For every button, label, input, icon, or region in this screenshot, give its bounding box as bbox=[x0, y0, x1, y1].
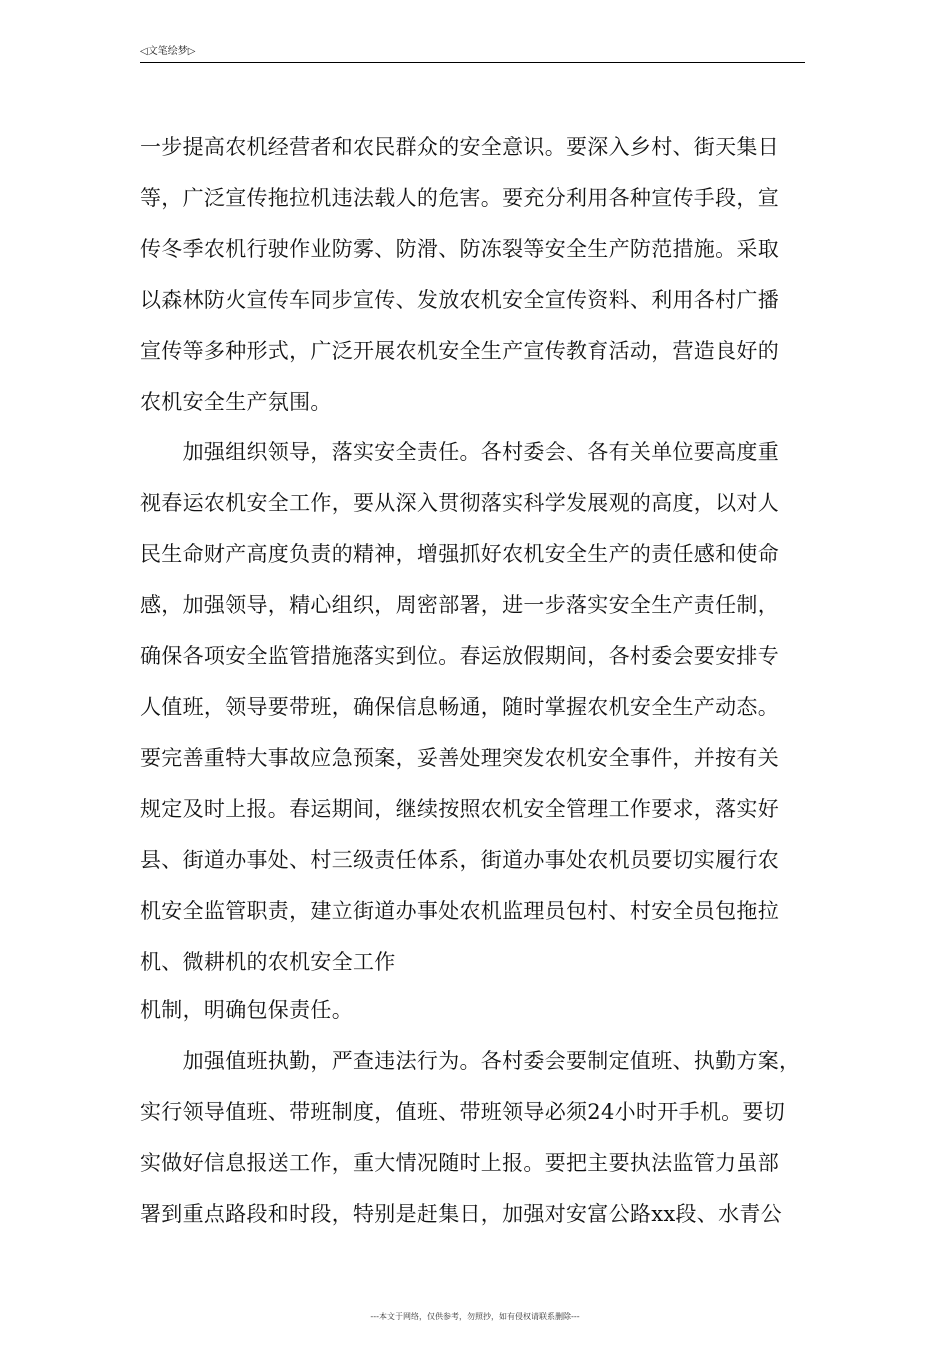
body-line: 机安全监管职责，建立街道办事处农机监理员包村、村安全员包拖拉 bbox=[140, 899, 779, 923]
body-line: 以森林防火宣传车同步宣传、发放农机安全宣传资料、利用各村广播 bbox=[140, 288, 779, 312]
body-line: 县、街道办事处、村三级责任体系，街道办事处农机员要切实履行农 bbox=[140, 848, 779, 872]
body-line: 传冬季农机行驶作业防雾、防滑、防冻裂等安全生产防范措施。采取 bbox=[140, 237, 779, 261]
header-rule bbox=[140, 62, 805, 63]
body-line: 规定及时上报。春运期间，继续按照农机安全管理工作要求，落实好 bbox=[140, 797, 779, 821]
body-line: 确保各项安全监管措施落实到位。春运放假期间，各村委会要安排专 bbox=[140, 644, 779, 668]
page-header: ◁文笔绘梦▷ bbox=[140, 46, 196, 57]
body-line: 实行领导值班、带班制度，值班、带班领导必须24小时开手机。要切 bbox=[140, 1100, 786, 1124]
body-line: 加强组织领导，落实安全责任。各村委会、各有关单位要高度重 bbox=[140, 440, 779, 464]
body-line: 民生命财产高度负责的精神，增强抓好农机安全生产的责任感和使命 bbox=[140, 542, 779, 566]
body-line: 等，广泛宣传拖拉机违法载人的危害。要充分利用各种宣传手段，宣 bbox=[140, 186, 779, 210]
body-line: 署到重点路段和时段，特别是赶集日，加强对安富公路xx段、水青公 bbox=[140, 1202, 782, 1226]
body-line: 加强值班执勤，严查违法行为。各村委会要制定值班、执勤方案， bbox=[140, 1049, 801, 1073]
body-line: 感，加强领导，精心组织，周密部署，进一步落实安全生产责任制， bbox=[140, 593, 779, 617]
body-line: 农机安全生产氛围。 bbox=[140, 390, 332, 414]
body-line: 视春运农机安全工作，要从深入贯彻落实科学发展观的高度，以对人 bbox=[140, 491, 779, 515]
body-line: 宣传等多种形式，广泛开展农机安全生产宣传教育活动，营造良好的 bbox=[140, 339, 779, 363]
body-line: 机、微耕机的农机安全工作 bbox=[140, 950, 396, 974]
body-line: 机制，明确包保责任。 bbox=[140, 998, 353, 1022]
body-line: 人值班，领导要带班，确保信息畅通，随时掌握农机安全生产动态。 bbox=[140, 695, 779, 719]
page-footer: ---本文于网络，仅供参考，勿照抄，如有侵权请联系删除--- bbox=[370, 1312, 580, 1321]
body-line: 要完善重特大事故应急预案，妥善处理突发农机安全事件，并按有关 bbox=[140, 746, 779, 770]
body-line: 一步提高农机经营者和农民群众的安全意识。要深入乡村、街天集日 bbox=[140, 135, 779, 159]
body-line: 实做好信息报送工作，重大情况随时上报。要把主要执法监管力虽部 bbox=[140, 1151, 779, 1175]
